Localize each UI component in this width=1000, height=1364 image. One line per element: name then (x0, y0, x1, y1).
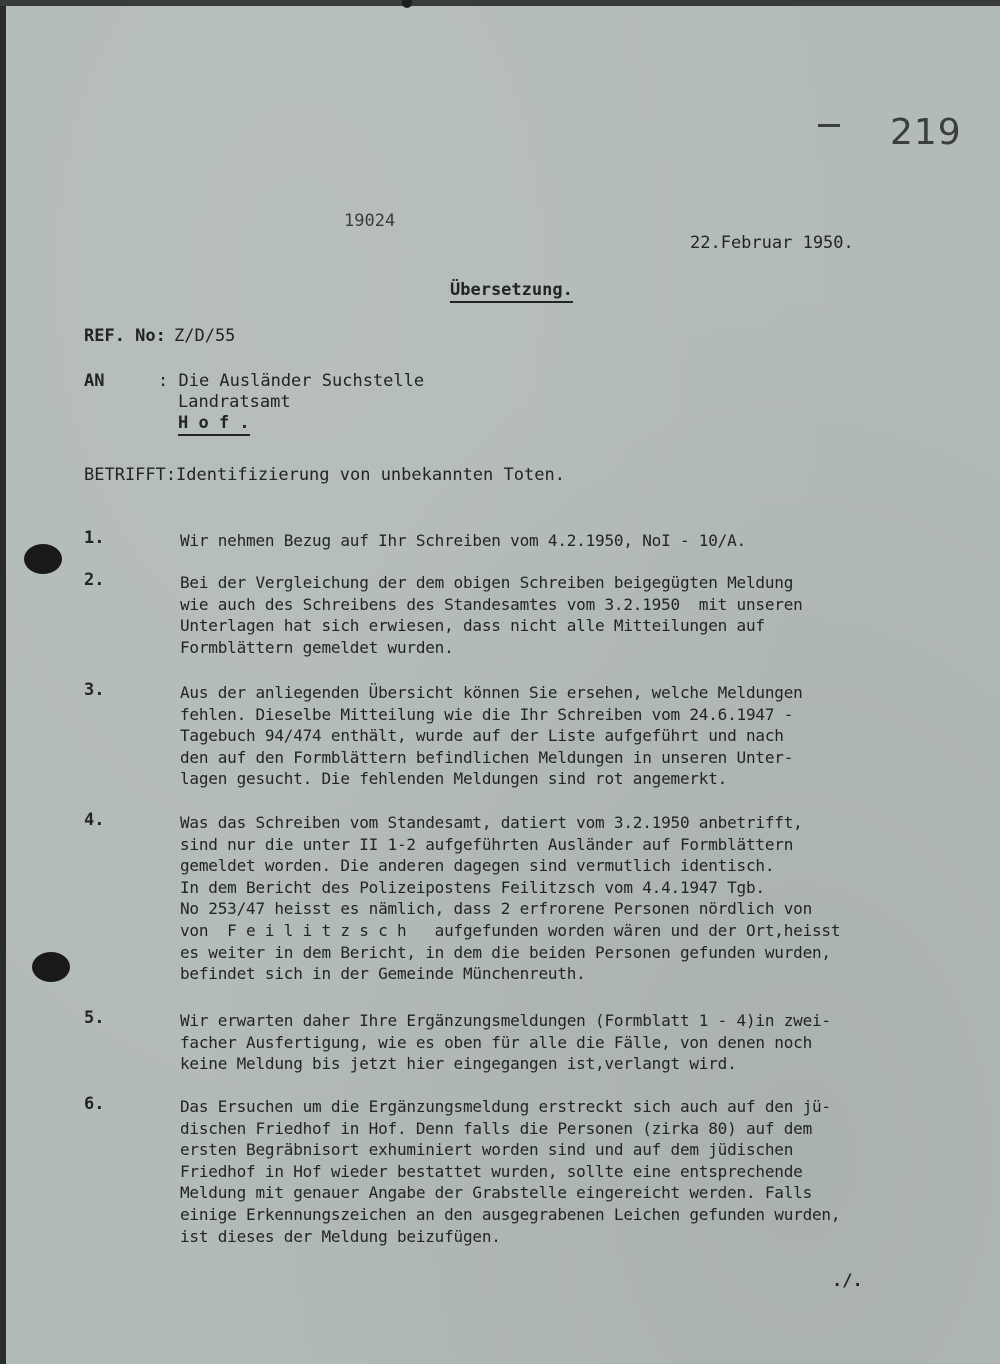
paragraph-line: einige Erkennungszeichen an den ausgegrabenen Leichen gefunden wurden, (180, 1204, 841, 1224)
paragraph-line: Formblättern gemeldet wurden. (180, 637, 454, 657)
paragraph-line: sind nur die unter II 1-2 aufgeführten Ausländer auf Formblättern (180, 834, 794, 854)
paragraph-3 (180, 682, 900, 790)
paragraph-line: ist dieses der Meldung beizufügen. (180, 1226, 501, 1246)
file-number: 19024 (344, 211, 396, 231)
continuation-mark: ./. (832, 1271, 863, 1291)
paragraph-number: 5. (84, 1008, 105, 1028)
paragraph-line: Tagebuch 94/474 enthält, wurde auf der Liste aufgeführt und nach (180, 726, 784, 746)
address-city: H o f . (178, 413, 250, 436)
paragraph-number: 2. (84, 570, 105, 590)
paragraph-line: dischen Friedhof in Hof. Denn falls die Personen (zirka 80) auf dem (180, 1118, 812, 1138)
paragraph-line: befindet sich in der Gemeinde Münchenreuth. (180, 964, 586, 984)
handwritten-dash (818, 124, 840, 127)
address-line-3 (178, 412, 250, 434)
document-title (450, 279, 573, 301)
paragraph-line: Wir erwarten daher Ihre Ergänzungsmeldungen (Formblatt 1 - 4)in zwei- (180, 1011, 831, 1030)
subject-text: Identifizierung von unbekannten Toten. (176, 465, 565, 485)
paragraph-line: facher Ausfertigung, wie es oben für alle die Fälle, von denen noch (180, 1032, 812, 1052)
title-text: Übersetzung. (450, 280, 573, 303)
paragraph-4 (180, 812, 900, 985)
paragraph-6 (180, 1096, 900, 1247)
paragraph-line: ersten Begräbnisort exhuminiert worden sind und auf dem jüdischen (180, 1140, 794, 1160)
punch-hole-bottom (32, 952, 70, 982)
paragraph-line: den auf den Formblättern befindlichen Meldungen in unseren Unter- (180, 747, 794, 767)
paragraph-line: fehlen. Dieselbe Mitteilung wie die Ihr Schreiben vom 24.6.1947 - (180, 704, 794, 724)
paragraph-line: No 253/47 heisst es nämlich, dass 2 erfrorene Personen nördlich von (180, 899, 812, 919)
subject-label: BETRIFFT: (84, 465, 177, 485)
paragraph-line: lagen gesucht. Die fehlenden Meldungen sind rot angemerkt. (180, 769, 728, 789)
letter-date: 22.Februar 1950. (690, 233, 854, 253)
paragraph-2 (180, 572, 900, 658)
paragraph-line: In dem Bericht des Polizeipostens Feilitzsch vom 4.4.1947 Tgb. (180, 877, 765, 897)
paragraph-line: es weiter in dem Bericht, in dem die beiden Personen gefunden wurden, (180, 942, 831, 962)
paragraph-line: Unterlagen hat sich erwiesen, dass nicht alle Mitteilungen auf (180, 616, 765, 636)
address-label: AN (84, 371, 105, 391)
paragraph-line: Wir nehmen Bezug auf Ihr Schreiben vom 4.2.1950, NoI - 10/A. (180, 531, 746, 550)
ref-value: Z/D/55 (174, 326, 236, 346)
page-number: 219 (890, 112, 962, 153)
paragraph-number: 3. (84, 680, 105, 700)
paragraph-number: 1. (84, 528, 105, 548)
scan-edge-top (0, 0, 1000, 6)
punch-hole-top (24, 544, 62, 574)
paragraph-line: Friedhof in Hof wieder bestattet wurden, sollte eine entsprechende (180, 1161, 803, 1181)
paragraph-5 (180, 1010, 900, 1075)
address-line-1: : Die Ausländer Suchstelle (158, 371, 425, 391)
address-line-2: Landratsamt (178, 392, 291, 412)
scan-notch (402, 0, 412, 8)
paragraph-number: 4. (84, 810, 105, 830)
paragraph-line: von F e i l i t z s c h aufgefunden worden wären und der Ort,heisst (180, 920, 841, 940)
paragraph-line: Meldung mit genauer Angabe der Grabstelle eingereicht werden. Falls (180, 1183, 812, 1203)
paragraph-1 (180, 530, 900, 552)
paragraph-line: gemeldet worden. Die anderen dagegen sind vermutlich identisch. (180, 856, 775, 876)
paragraph-line: Aus der anliegenden Übersicht können Sie ersehen, welche Meldungen (180, 683, 803, 702)
paragraph-line: Was das Schreiben vom Standesamt, datiert vom 3.2.1950 anbetrifft, (180, 813, 803, 832)
paragraph-line: wie auch des Schreibens des Standesamtes vom 3.2.1950 mit unseren (180, 594, 803, 614)
paragraph-number: 6. (84, 1094, 105, 1114)
paragraph-line: Bei der Vergleichung der dem obigen Schreiben beigegügten Meldung (180, 573, 794, 592)
paragraph-line: Das Ersuchen um die Ergänzungsmeldung erstreckt sich auch auf den jü- (180, 1097, 831, 1116)
paragraph-line: keine Meldung bis jetzt hier eingegangen ist,verlangt wird. (180, 1054, 737, 1074)
scan-edge-left (0, 0, 6, 1364)
ref-label: REF. No: (84, 326, 166, 346)
